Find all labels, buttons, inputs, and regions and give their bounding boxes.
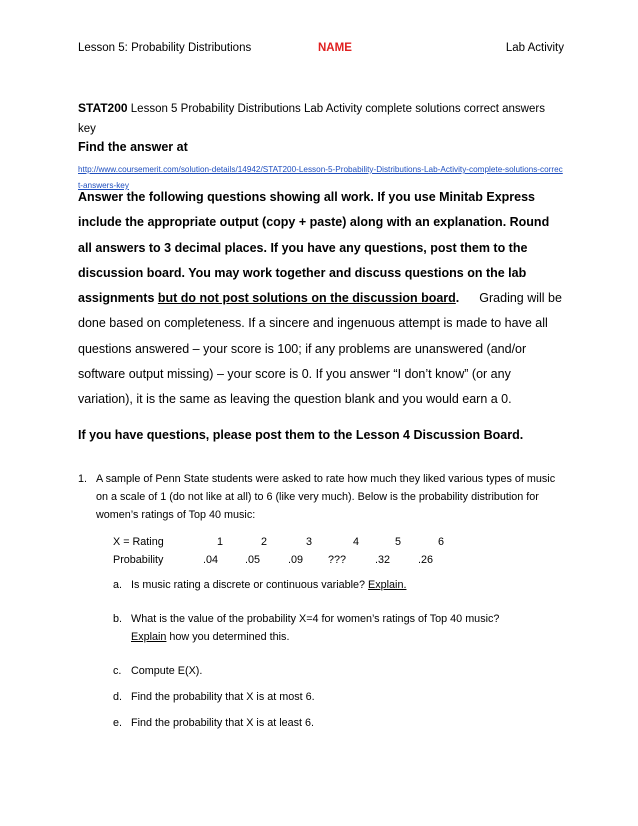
probability-value: .09	[288, 554, 304, 566]
probability-label: Probability	[113, 554, 164, 566]
header-activity-type: Lab Activity	[505, 42, 564, 54]
intro-text: Lesson 5 Probability Distributions Lab Activity complete solutions correct answers key	[78, 103, 545, 135]
course-code: STAT200	[78, 101, 128, 115]
probability-value: .05	[245, 554, 261, 566]
probability-value: .04	[203, 554, 219, 566]
subquestion-b	[113, 610, 553, 646]
subquestion-text: What is the value of the probability X=4 for women’s ratings of Top 40 music?	[131, 613, 500, 625]
subquestion-text: Is music rating a discrete or continuous variable?	[131, 579, 369, 591]
rating-value: 2	[261, 536, 268, 548]
rating-value: 6	[438, 536, 445, 548]
question-1	[78, 470, 564, 524]
question-1-number: 1.	[78, 473, 88, 485]
subquestion-a	[113, 576, 553, 594]
grading-text: Grading will be done based on completeness. If a sincere and ingenuous attempt is made to have all questions answered – your score is 100; if any problems are unanswered (and/or software output missing) – your score is 0. If you answer “I don’t know” (or any variation), it is the same as leaving the question blank and you would earn a 0.	[78, 291, 562, 407]
page-header	[78, 42, 564, 58]
subquestion-letter: c.	[113, 665, 122, 677]
discussion-board-note: If you have questions, please post them to the Lesson 4 Discussion Board.	[78, 428, 524, 442]
find-answer-heading: Find the answer at	[78, 140, 188, 154]
instructions-bold-text: Answer the following questions showing all work. If you use Minitab Express include the appropriate output (copy + paste) along with an explanation. Round all answers to 3 decimal places. If you have any questions, post them to the discussion board. You may work together and discuss questions on the lab assignments	[78, 190, 550, 306]
rating-value: 3	[306, 536, 313, 548]
subquestion-c	[113, 662, 553, 680]
subquestion-underlined: Explain.	[368, 579, 407, 591]
question-1-text: A sample of Penn State students were asked to rate how much they liked various types of music on a scale of 1 (do not like at all) to 6 (like very much). Below is the probability distribution for women’s ratings of Top 40 music:	[96, 473, 556, 521]
header-lesson-title: Lesson 5: Probability Distributions	[78, 42, 252, 54]
subquestion-text: Find the probability that X is at most 6.	[131, 691, 315, 703]
intro-paragraph	[78, 98, 564, 139]
subquestion-text: Find the probability that X is at least 6.	[131, 717, 315, 729]
rating-value: 5	[395, 536, 402, 548]
probability-value: ???	[328, 554, 347, 566]
subquestion-d	[113, 688, 553, 706]
header-name-field: NAME	[318, 42, 352, 54]
probability-value: .32	[375, 554, 391, 566]
rating-row	[113, 536, 453, 554]
subquestion-letter: b.	[113, 613, 123, 625]
probability-distribution-table	[113, 536, 453, 572]
subquestion-underlined: Explain	[131, 631, 167, 643]
instructions-paragraph	[78, 185, 564, 413]
subquestion-e	[113, 714, 553, 732]
subquestion-text: Compute E(X).	[131, 665, 203, 677]
rating-value: 1	[217, 536, 224, 548]
rating-label: X = Rating	[113, 536, 164, 548]
instructions-underlined-text: but do not post solutions on the discussion board	[157, 291, 456, 306]
subquestion-letter: a.	[113, 579, 123, 591]
rating-value: 4	[353, 536, 360, 548]
subquestion-letter: e.	[113, 717, 123, 729]
probability-row	[113, 554, 453, 572]
probability-value: .26	[418, 554, 434, 566]
subquestion-letter: d.	[113, 691, 123, 703]
instructions-period: .	[455, 291, 460, 306]
solution-link[interactable]: http://www.coursemerit.com/solution-details/14942/STAT200-Lesson-5-Probability-Distributions-Lab-Activity-complete-solutions-correct-answers-key	[78, 165, 563, 190]
subquestion-text-after: how you determined this.	[166, 631, 290, 643]
